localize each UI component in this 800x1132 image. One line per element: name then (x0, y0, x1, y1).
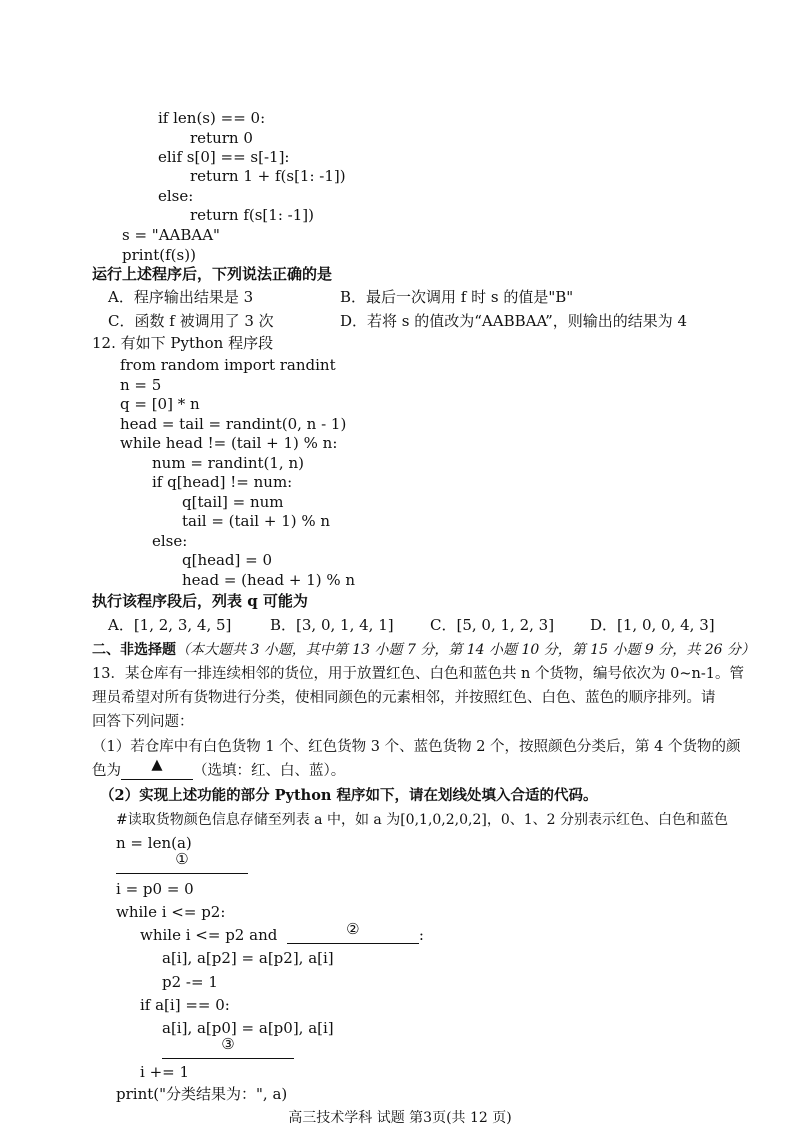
q11-code-line: elif s[0] == s[-1]: (158, 148, 290, 166)
q13-text-line: 13．某仓库有一排连续相邻的货位，用于放置红色、白色和蓝色共 n 个货物，编号依次为 0~n-1。管 (92, 666, 744, 682)
q13-code-comment: #读取货物颜色信息存储至列表 a 中，如 a 为[0,1,0,2,0,2]，0、1、2 分别表示红色、白色和蓝色 (116, 812, 729, 828)
q12-stem: 执行该程序段后，列表 q 可能为 (92, 592, 308, 610)
q11-code-line: print(f(s)) (122, 246, 196, 264)
q12-option-d: D．[1, 0, 0, 4, 3] (590, 616, 715, 634)
answer-blank-2[interactable] (287, 920, 419, 944)
q13-code-line-with-blank (140, 920, 424, 945)
q13-code-line: a[i], a[p2] = a[p2], a[i] (162, 949, 334, 967)
q13-code-blank-line (162, 1035, 294, 1060)
answer-blank-3[interactable] (162, 1035, 294, 1059)
q13-part2: （2）实现上述功能的部分 Python 程序如下，请在划线处填入合适的代码。 (100, 787, 598, 804)
q12-option-a: A．[1, 2, 3, 4, 5] (108, 616, 232, 634)
blank-marker-2: ② (346, 920, 360, 938)
q12-option-b: B．[3, 0, 1, 4, 1] (270, 616, 394, 634)
q12-code-line: from random import randint (120, 356, 336, 374)
q11-code-line: return 0 (190, 129, 253, 147)
q13-code-line: print("分类结果为：", a) (116, 1085, 288, 1103)
answer-blank-1[interactable] (116, 850, 248, 874)
q12-code-line: q = [0] * n (120, 395, 200, 413)
q13-code-blank-line (116, 850, 248, 875)
q13-code-line: n = len(a) (116, 834, 192, 852)
q12-code-line: head = (head + 1) % n (182, 571, 356, 589)
q12-code-line: tail = (tail + 1) % n (182, 512, 331, 530)
q13-text-line: 理员希望对所有货物进行分类，使相同颜色的元素相邻，并按照红色、白色、蓝色的顺序排列。请 (92, 690, 716, 706)
q13-code-colon: : (418, 926, 424, 944)
q13-code-line: i += 1 (140, 1063, 190, 1081)
section-heading (92, 640, 755, 660)
q11-code-line: return 1 + f(s[1: -1]) (190, 167, 346, 185)
q13-part1-prefix: 色为 (92, 763, 121, 779)
blank-marker-1: ① (175, 850, 189, 868)
q12-option-c: C．[5, 0, 1, 2, 3] (430, 616, 555, 634)
q11-stem: 运行上述程序后，下列说法正确的是 (92, 265, 333, 283)
q12-code-line: else: (152, 532, 188, 550)
q11-option-b: B．最后一次调用 f 时 s 的值是"B" (340, 288, 574, 306)
section-note: （本大题共 3 小题，其中第 13 小题 7 分，第 14 小题 10 分，第 15 小题 9 分，共 26 分） (176, 642, 755, 658)
q13-part1-answer-line (92, 757, 346, 781)
q11-code-line: return f(s[1: -1]) (190, 206, 314, 224)
q12-code-line: if q[head] != num: (152, 473, 293, 491)
answer-blank-color[interactable] (121, 757, 193, 780)
q11-code-line: s = "AABAA" (122, 226, 220, 244)
q11-option-a: A．程序输出结果是 3 (108, 288, 254, 306)
q13-part1-suffix: （选填：红、白、蓝）。 (193, 763, 346, 779)
q13-code-while-inner: while i <= p2 and (140, 926, 278, 944)
q13-code-line: i = p0 = 0 (116, 880, 194, 898)
triangle-marker-icon: ▲ (151, 757, 163, 773)
q13-code-line: p2 -= 1 (162, 973, 218, 991)
q12-code-line: while head != (tail + 1) % n: (120, 434, 338, 452)
page-footer: 高三技术学科 试题 第3页(共 12 页) (288, 1110, 512, 1126)
q13-part1-line: （1）若仓库中有白色货物 1 个、红色货物 3 个、蓝色货物 2 个，按照颜色分类后，第 4 个货物的颜 (92, 739, 741, 755)
q12-title: 12. 有如下 Python 程序段 (92, 334, 274, 352)
q11-code-line: else: (158, 187, 194, 205)
q11-code-line: if len(s) == 0: (158, 109, 266, 127)
q13-text-line: 回答下列问题： (92, 714, 194, 730)
blank-marker-3: ③ (221, 1035, 235, 1053)
q12-code-line: num = randint(1, n) (152, 454, 304, 472)
q13-code-line: while i <= p2: (116, 903, 226, 921)
q12-code-line: q[tail] = num (182, 493, 284, 511)
q12-code-line: q[head] = 0 (182, 551, 273, 569)
q12-code-line: n = 5 (120, 376, 162, 394)
q12-code-line: head = tail = randint(0, n - 1) (120, 415, 347, 433)
q13-code-line: if a[i] == 0: (140, 996, 230, 1014)
section-title: 二、非选择题 (92, 642, 176, 658)
q11-option-d: D．若将 s 的值改为“AABBAA”，则输出的结果为 4 (340, 312, 688, 330)
q11-option-c: C．函数 f 被调用了 3 次 (108, 312, 274, 330)
q13-code-line: a[i], a[p0] = a[p0], a[i] (162, 1019, 334, 1037)
